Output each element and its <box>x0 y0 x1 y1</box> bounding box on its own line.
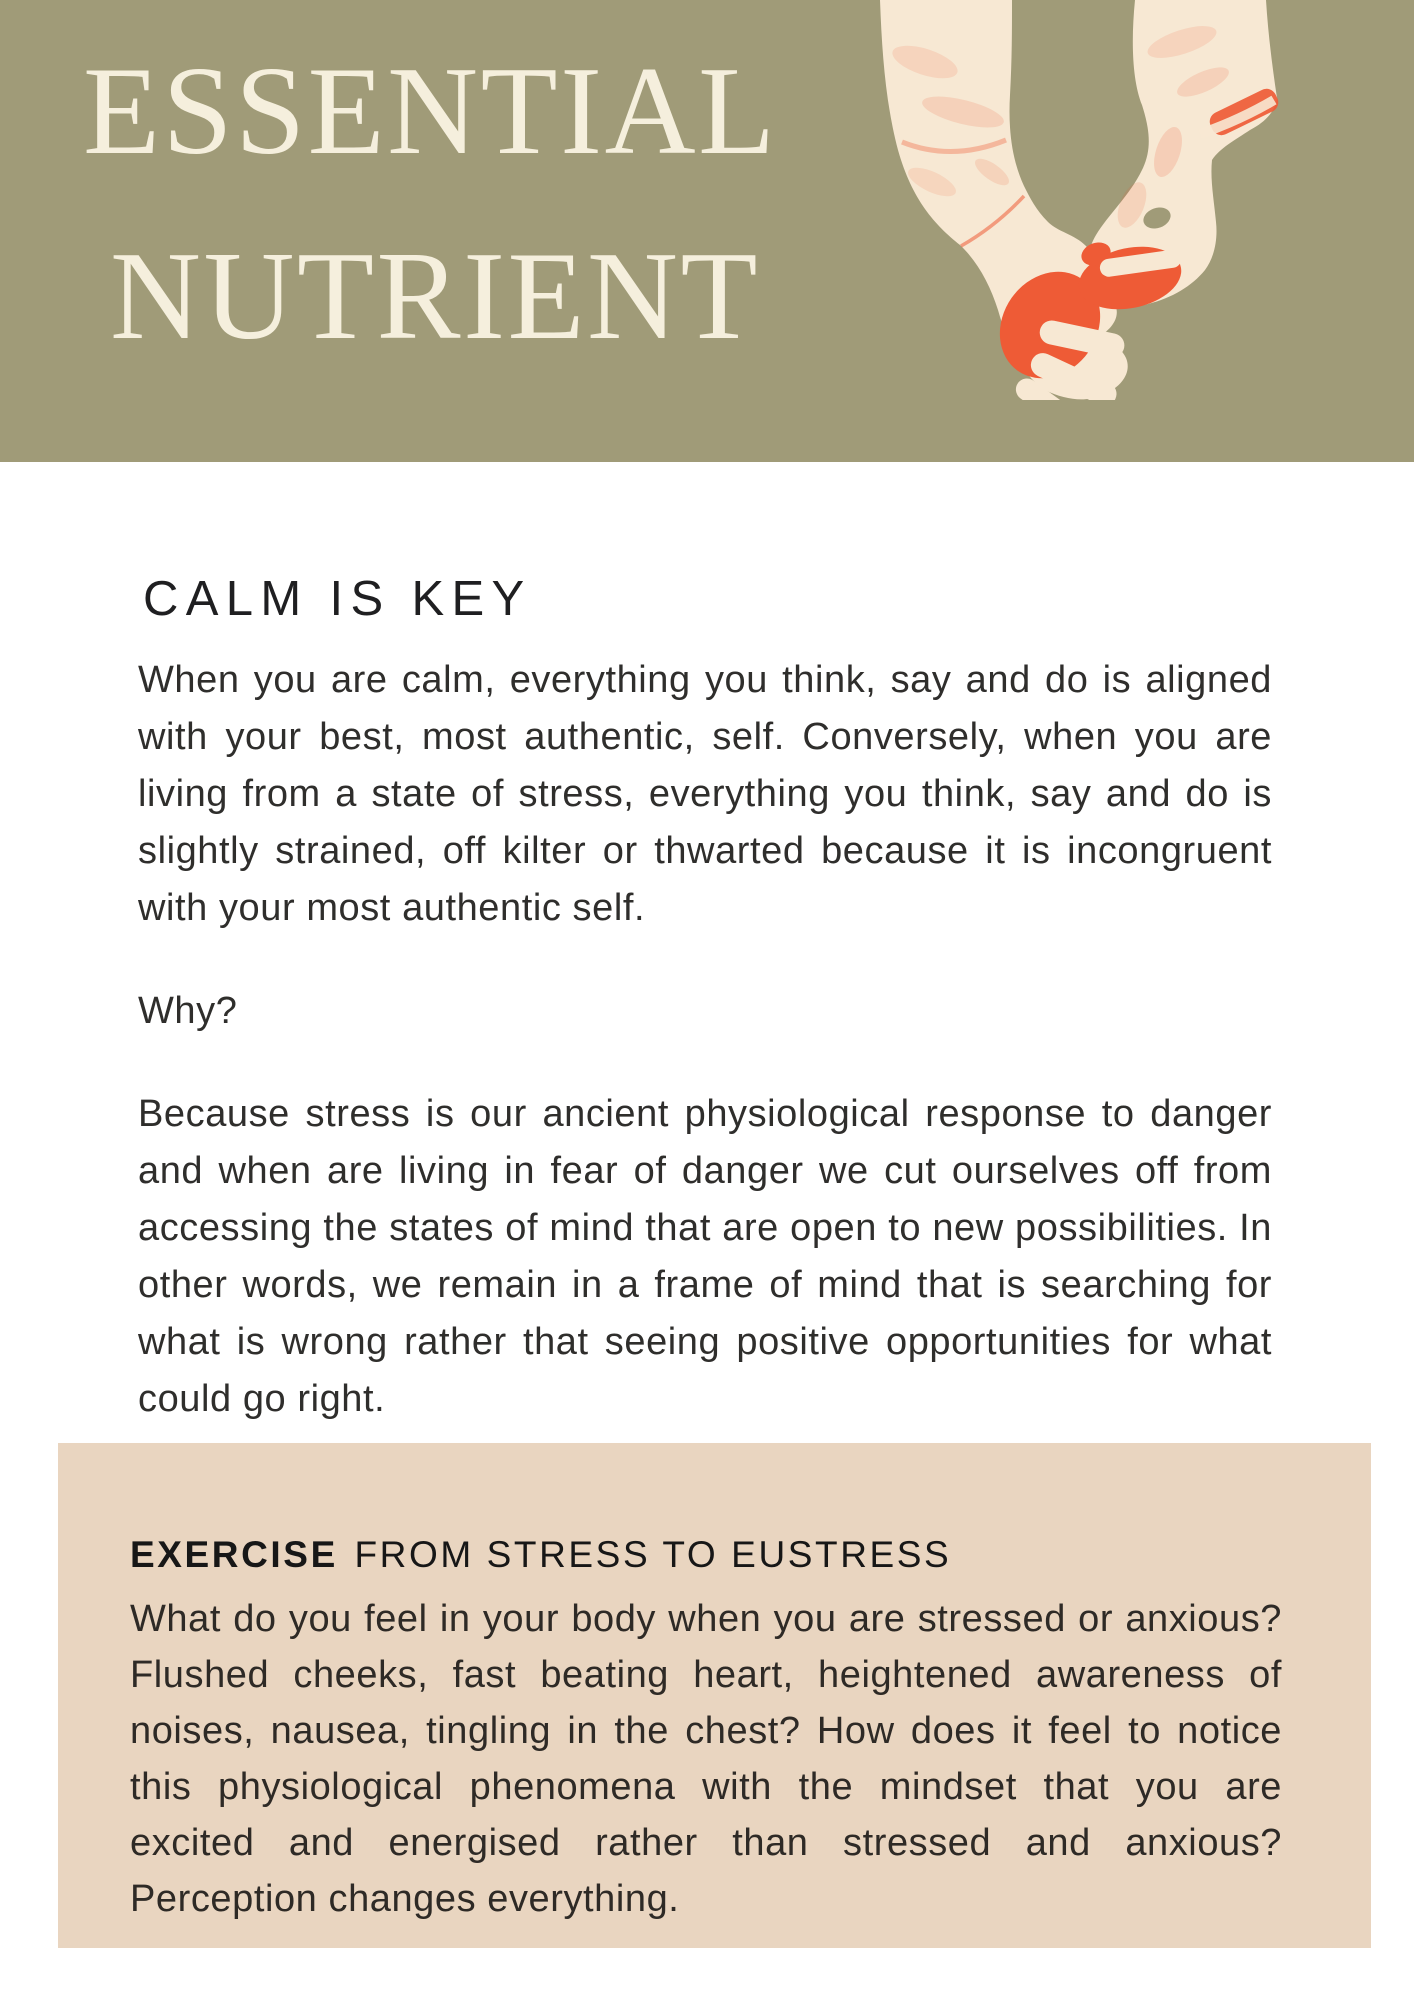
page-title: CALM IS KEY <box>143 571 532 626</box>
exercise-label: EXERCISE <box>130 1533 338 1575</box>
exercise-panel <box>58 1443 1371 1948</box>
banner-title-nutrient: NUTRIENT <box>110 227 761 366</box>
exercise-body: What do you feel in your body when you are stressed or anxious? Flushed cheeks, fast beating heart, heightened awareness of noises, nausea, tingling in the chest? How does it feel to notice this physiological phenomena with the mindset that you are excited and energised rather than stressed and anxious? Perception changes everything. <box>130 1598 1282 1920</box>
left-arm <box>880 0 1128 400</box>
header-banner <box>0 0 1414 462</box>
exercise-title: FROM STRESS TO EUSTRESS <box>354 1533 952 1575</box>
right-arm <box>1073 0 1280 318</box>
exercise-heading <box>130 1534 951 1576</box>
hands-reaching-illustration <box>660 0 1280 400</box>
body-copy <box>138 652 1272 1428</box>
paragraph-intro: When you are calm, everything you think, say and do is aligned with your best, most authentic, self. Conversely, when you are living from a state of stress, everything you think, say and do is slightly strained, off kilter or thwarted because it is incongruent with your most authentic self. <box>138 659 1272 929</box>
paragraph-why: Why? <box>138 990 238 1032</box>
banner-title-essential: ESSENTIAL <box>83 42 778 181</box>
paragraph-because: Because stress is our ancient physiological response to danger and when are living in fear of danger we cut ourselves off from accessing the states of mind that are open to new possibilities. In other words, we remain in a frame of mind that is searching for what is wrong rather that seeing positive opportunities for what could go right. <box>138 1093 1272 1420</box>
